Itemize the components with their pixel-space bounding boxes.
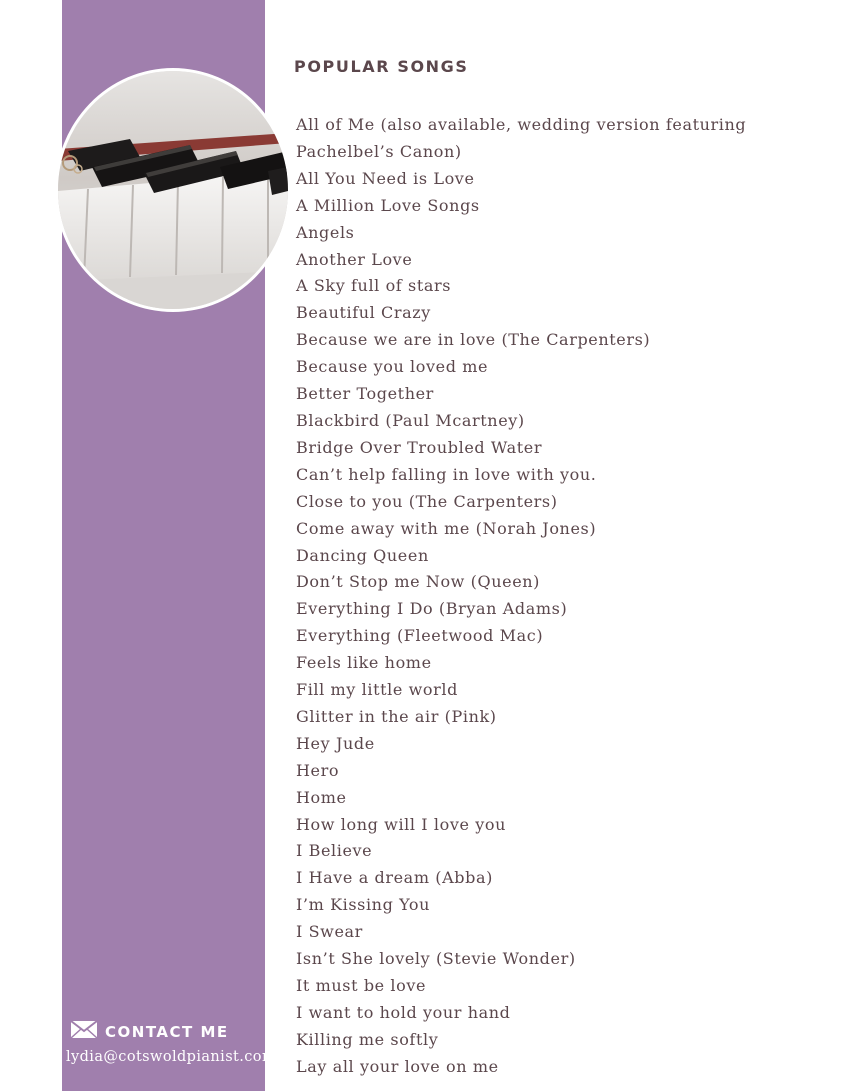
contact-title: CONTACT ME (105, 1022, 229, 1041)
list-item: I Believe (296, 841, 373, 861)
list-item: Dancing Queen (296, 545, 429, 565)
list-item: Killing me softly (296, 1029, 439, 1049)
list-item: I Swear (296, 922, 363, 942)
envelope-icon (70, 1020, 98, 1043)
email-link[interactable]: lydia@cotswoldpianist.com (66, 1049, 277, 1065)
list-item: Come away with me (Norah Jones) (296, 518, 597, 538)
list-item: All You Need is Love (296, 168, 475, 188)
list-item: Hero (296, 760, 340, 780)
list-item: Can’t help falling in love with you. (296, 464, 597, 484)
list-item: Angels (296, 222, 355, 242)
list-item: Better Together (296, 384, 434, 404)
list-item: I’m Kissing You (296, 895, 431, 915)
list-item: Everything (Fleetwood Mac) (296, 626, 544, 646)
list-item: Blackbird (Paul Mcartney) (296, 410, 525, 430)
list-item: I Have a dream (Abba) (296, 868, 493, 888)
list-item: Don’t Stop me Now (Queen) (296, 572, 541, 592)
list-item: Glitter in the air (Pink) (296, 706, 497, 726)
list-item: I want to hold your hand (296, 1002, 511, 1022)
list-item: Feels like home (296, 653, 432, 673)
list-item: Beautiful Crazy (296, 303, 431, 323)
song-list (296, 112, 806, 1081)
list-item: Because we are in love (The Carpenters) (296, 330, 651, 350)
list-item: A Sky full of stars (296, 276, 452, 296)
list-item: Because you loved me (296, 357, 489, 377)
list-item: Close to you (The Carpenters) (296, 491, 558, 511)
list-item: How long will I love you (296, 814, 507, 834)
contact-heading (70, 1020, 229, 1043)
list-item: All of Me (also available, wedding version featuring (296, 115, 747, 134)
piano-keys-photo (55, 68, 291, 312)
list-item: Fill my little world (296, 680, 458, 700)
list-item: It must be love (296, 976, 427, 995)
list-item: Hey Jude (296, 733, 375, 753)
page-title: POPULAR SONGS (294, 57, 469, 76)
list-item: Lay all your love on me (296, 1056, 499, 1076)
list-item: Isn’t She lovely (Stevie Wonder) (296, 949, 576, 969)
list-item: Bridge Over Troubled Water (296, 437, 543, 457)
list-item: A Million Love Songs (296, 195, 480, 215)
list-item: Home (296, 787, 347, 807)
list-item: Everything I Do (Bryan Adams) (296, 599, 568, 619)
list-item: Pachelbel’s Canon) (296, 141, 462, 161)
list-item: Another Love (296, 249, 413, 269)
